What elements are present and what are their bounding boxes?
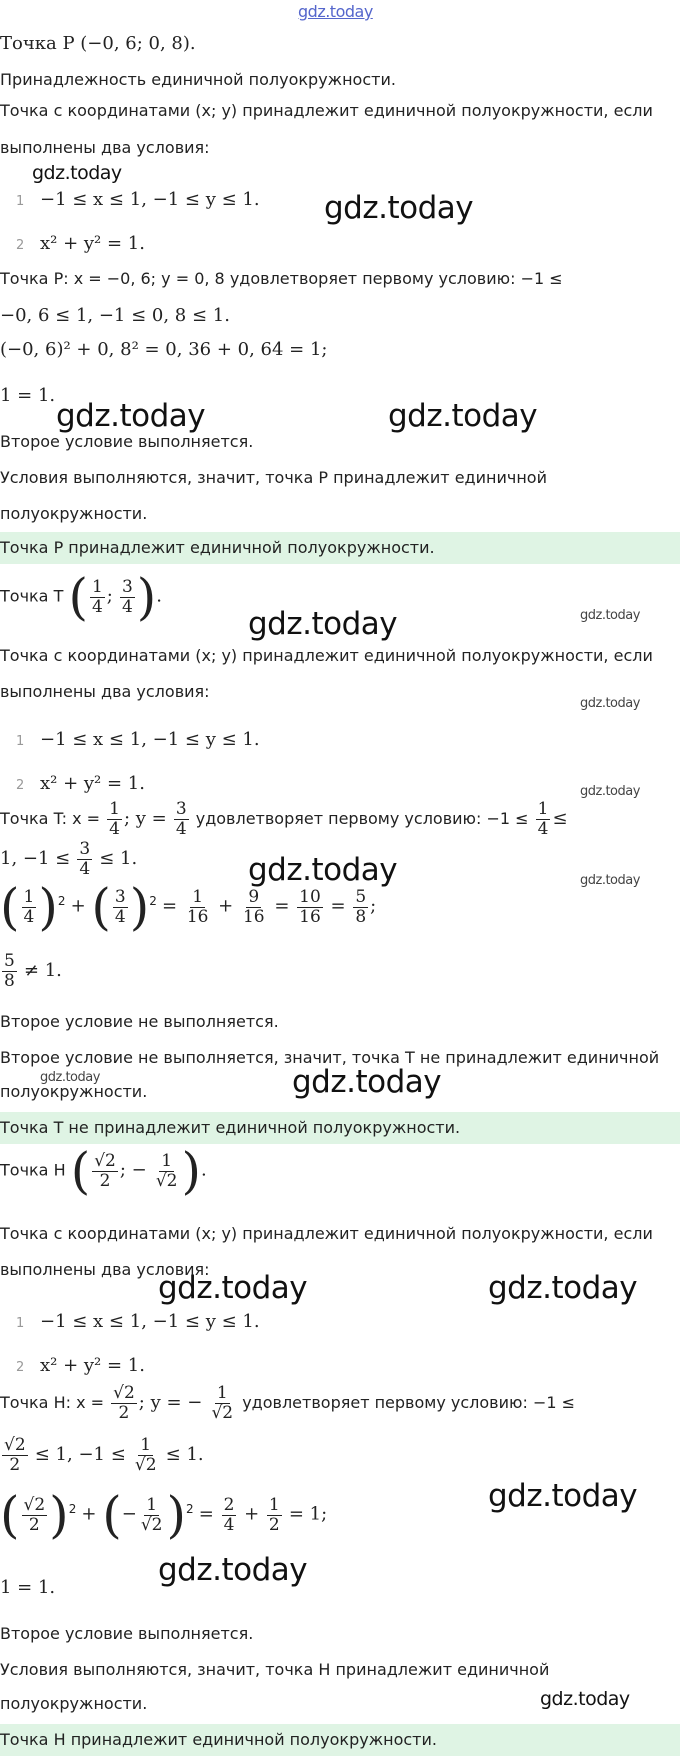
watermark: gdz.today — [32, 162, 122, 184]
answer-highlight — [0, 532, 680, 564]
conclusion-text: полуокружности. — [0, 504, 148, 523]
watermark: gdz.today — [56, 398, 206, 434]
watermark: gdz.today — [248, 852, 398, 888]
intro-text: Точка с координатами (x; y) принадлежит единичной полуокружности, если — [0, 101, 653, 120]
watermark: gdz.today — [158, 1270, 308, 1306]
watermark: gdz.today — [540, 1688, 630, 1710]
condition-formula: x² + y² = 1. — [40, 773, 145, 794]
condition-number: 1 — [16, 734, 25, 749]
watermark: gdz.today — [580, 608, 640, 623]
condition-formula: −1 ≤ x ≤ 1, −1 ≤ y ≤ 1. — [40, 1311, 260, 1332]
condition-number: 1 — [16, 1316, 25, 1331]
watermark: gdz.today — [40, 1070, 100, 1085]
condition-1 — [0, 1310, 680, 1336]
condition-formula: −1 ≤ x ≤ 1, −1 ≤ y ≤ 1. — [40, 729, 260, 750]
point-label-text: Точка H — [0, 1160, 66, 1180]
conclusion-text: Условия выполняются, значит, точка P принадлежит единичной — [0, 468, 547, 487]
condition-formula: x² + y² = 1. — [40, 233, 145, 254]
answer-text: Точка H принадлежит единичной полуокружности. — [0, 1730, 437, 1749]
point-h-label: Точка H ( $\frac{√2}{2}$ ; − $\frac{1}{√2}$ ). — [0, 1142, 207, 1200]
watermark: gdz.today — [248, 606, 398, 642]
calculation: ( $\frac{1}{4}$ )$^2$ + ( $\frac{3}{4}$ )$^2$ = $\frac{1}{16}$ + $\frac{9}{16}$ = $\frac{10}{16}$ = $\frac{5}{8}$ ; — [0, 878, 377, 936]
check-text: Точка T: x = $\frac{1}{4}$ ; y = $\frac{3}{4}$ удовлетворяет первому условию: −1 ≤ $\frac{1}{4}$ ≤ — [0, 799, 568, 839]
check-text: $\frac{√2}{2}$ ≤ 1, −1 ≤ $\frac{1}{√2}$ ≤ 1. — [4, 1435, 204, 1475]
condition-2 — [0, 772, 680, 798]
fraction: $\frac{1}{4}$ — [91, 576, 103, 617]
inequality: $\frac{5}{8}$ ≠ 1. — [4, 951, 62, 991]
check-text: −0, 6 ≤ 1, −1 ≤ 0, 8 ≤ 1. — [0, 305, 230, 326]
answer-highlight — [0, 1724, 680, 1756]
condition-1 — [0, 188, 680, 214]
watermark: gdz.today — [488, 1478, 638, 1514]
intro-text: выполнены два условия: — [0, 138, 210, 157]
calculation: (−0, 6)² + 0, 8² = 0, 36 + 0, 64 = 1; — [0, 339, 328, 360]
condition-number: 1 — [16, 194, 25, 209]
check-text: 1, −1 ≤ $\frac{3}{4}$ ≤ 1. — [0, 839, 138, 879]
watermark: gdz.today — [580, 696, 640, 711]
answer-text: Точка P принадлежит единичной полуокружности. — [0, 538, 435, 557]
condition-number: 2 — [16, 778, 25, 793]
section-heading: Принадлежность единичной полуокружности. — [0, 70, 396, 89]
watermark: gdz.today — [488, 1270, 638, 1306]
watermark: gdz.today — [388, 398, 538, 434]
condition-2 — [0, 1354, 680, 1380]
answer-text: Точка T не принадлежит единичной полуокружности. — [0, 1118, 461, 1137]
condition-formula: x² + y² = 1. — [40, 1355, 145, 1376]
condition-2 — [0, 232, 680, 258]
conclusion-text: полуокружности. — [0, 1082, 148, 1101]
equality: 1 = 1. — [0, 385, 56, 406]
second-condition-text: Второе условие выполняется. — [0, 432, 254, 451]
second-condition-text: Второе условие выполняется. — [0, 1624, 254, 1643]
watermark: gdz.today — [292, 1064, 442, 1100]
point-t-label: Точка T ( $\frac{1}{4}$ ; $\frac{3}{4}$ ). — [0, 568, 163, 626]
fraction: $\frac{3}{4}$ — [121, 576, 133, 617]
watermark: gdz.today — [580, 873, 640, 888]
check-text: Точка H: x = $\frac{√2}{2}$ ; y = − $\frac{1}{√2}$ удовлетворяет первому условию: −1 ≤ — [0, 1383, 576, 1423]
watermark: gdz.today — [580, 784, 640, 799]
calculation: ( $\frac{√2}{2}$ )$^2$ + (− $\frac{1}{√2}$ )$^2$ = $\frac{2}{4}$ + $\frac{1}{2}$ = 1; — [0, 1486, 328, 1544]
answer-highlight — [0, 1112, 680, 1144]
intro-text: Точка с координатами (x; y) принадлежит единичной полуокружности, если — [0, 646, 653, 665]
equality: 1 = 1. — [0, 1577, 56, 1598]
point-label-text: Точка T — [0, 586, 64, 606]
intro-text: выполнены два условия: — [0, 682, 210, 701]
conclusion-text: Условия выполняются, значит, точка H принадлежит единичной — [0, 1660, 550, 1679]
watermark-top: gdz.today — [298, 2, 373, 21]
second-condition-text: Второе условие не выполняется. — [0, 1012, 279, 1031]
check-text: Точка P: x = −0, 6; y = 0, 8 удовлетворяет первому условию: −1 ≤ — [0, 269, 563, 288]
intro-text: Точка с координатами (x; y) принадлежит единичной полуокружности, если — [0, 1224, 653, 1243]
condition-number: 2 — [16, 1360, 25, 1375]
condition-formula: −1 ≤ x ≤ 1, −1 ≤ y ≤ 1. — [40, 189, 260, 210]
conclusion-text: полуокружности. — [0, 1694, 148, 1713]
watermark: gdz.today — [324, 190, 474, 226]
condition-1 — [0, 728, 680, 754]
watermark: gdz.today — [158, 1552, 308, 1588]
conclusion-text: Второе условие не выполняется, значит, точка T не принадлежит единичной — [0, 1048, 660, 1067]
condition-number: 2 — [16, 238, 25, 253]
point-p-label: Точка P (−0, 6; 0, 8). — [0, 33, 196, 54]
intro-text: выполнены два условия: — [0, 1260, 210, 1279]
